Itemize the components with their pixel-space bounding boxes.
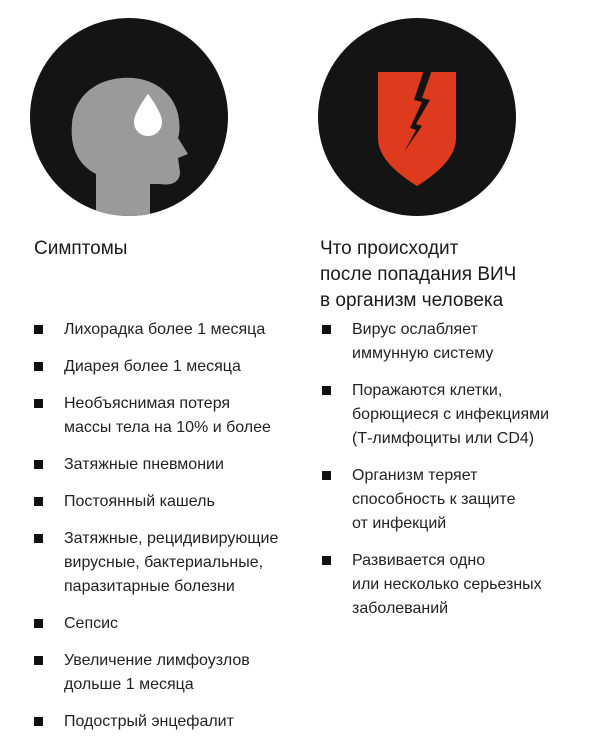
list-item-text: борющиеся с инфекциями [352,406,550,423]
list-item-text: Увеличение лимфоузлов [64,652,250,669]
bullet-icon [34,399,43,408]
list-item-text: Подострый энцефалит [64,713,234,730]
list-item [34,318,296,342]
list-item-text: дольше 1 месяца [64,676,194,693]
bullet-icon [34,717,43,726]
hiv-effects-heading [320,236,590,314]
list-item-text: (Т-лимфоциты или CD4) [352,430,535,447]
list-item-text: способность к защите [352,491,516,508]
hiv-effects-list [322,318,594,621]
list-item-text: Необъяснимая потеря [64,395,231,412]
bullet-icon [34,325,43,334]
list-item-text: массы тела на 10% и более [64,419,271,436]
list-item-text: Затяжные пневмонии [64,456,224,473]
broken-shield-icon [318,18,516,216]
list-item [34,392,296,440]
list-item [34,527,296,599]
head-silhouette [72,78,188,216]
list-item-text: вирусные, бактериальные, [64,554,264,571]
bullet-icon [34,362,43,371]
bullet-icon [322,386,331,395]
bullet-icon [34,460,43,469]
list-item-text: Постоянный кашель [64,493,215,510]
list-item-text: от инфекций [352,515,447,532]
list-item-text: Диарея более 1 месяца [64,358,241,375]
heading-line: в организм человека [320,290,504,311]
bullet-icon [322,471,331,480]
head-with-drop-icon [30,18,228,216]
list-item-text: Поражаются клетки, [352,382,503,399]
bullet-icon [322,325,331,334]
list-item [34,453,296,477]
list-item [322,318,594,366]
symptoms-heading [34,236,127,262]
symptoms-list [34,318,296,734]
list-item-text: Сепсис [64,615,119,632]
list-item-text: или несколько серьезных [352,576,542,593]
list-item [322,464,594,536]
bullet-icon [322,556,331,565]
bullet-icon [34,619,43,628]
list-item-text: заболеваний [352,600,449,617]
list-item [34,355,296,379]
list-item [322,549,594,621]
list-item-text: Развивается одно [352,552,486,569]
list-item-text: Вирус ослабляет [352,321,478,338]
list-item [322,379,594,451]
list-item-text: Организм теряет [352,467,478,484]
list-item-text: Лихорадка более 1 месяца [64,321,266,338]
heading-line: Что происходит [320,238,459,259]
bullet-icon [34,497,43,506]
list-item [34,612,296,636]
heading-line: после попадания ВИЧ [320,264,517,285]
bullet-icon [34,656,43,665]
list-item [34,649,296,697]
list-item-text: Затяжные, рецидивирующие [64,530,279,547]
list-item-text: паразитарные болезни [64,578,235,595]
list-item [34,710,296,734]
bullet-icon [34,534,43,543]
list-item [34,490,296,514]
heading-line: Симптомы [34,238,128,259]
list-item-text: иммунную систему [352,345,494,362]
